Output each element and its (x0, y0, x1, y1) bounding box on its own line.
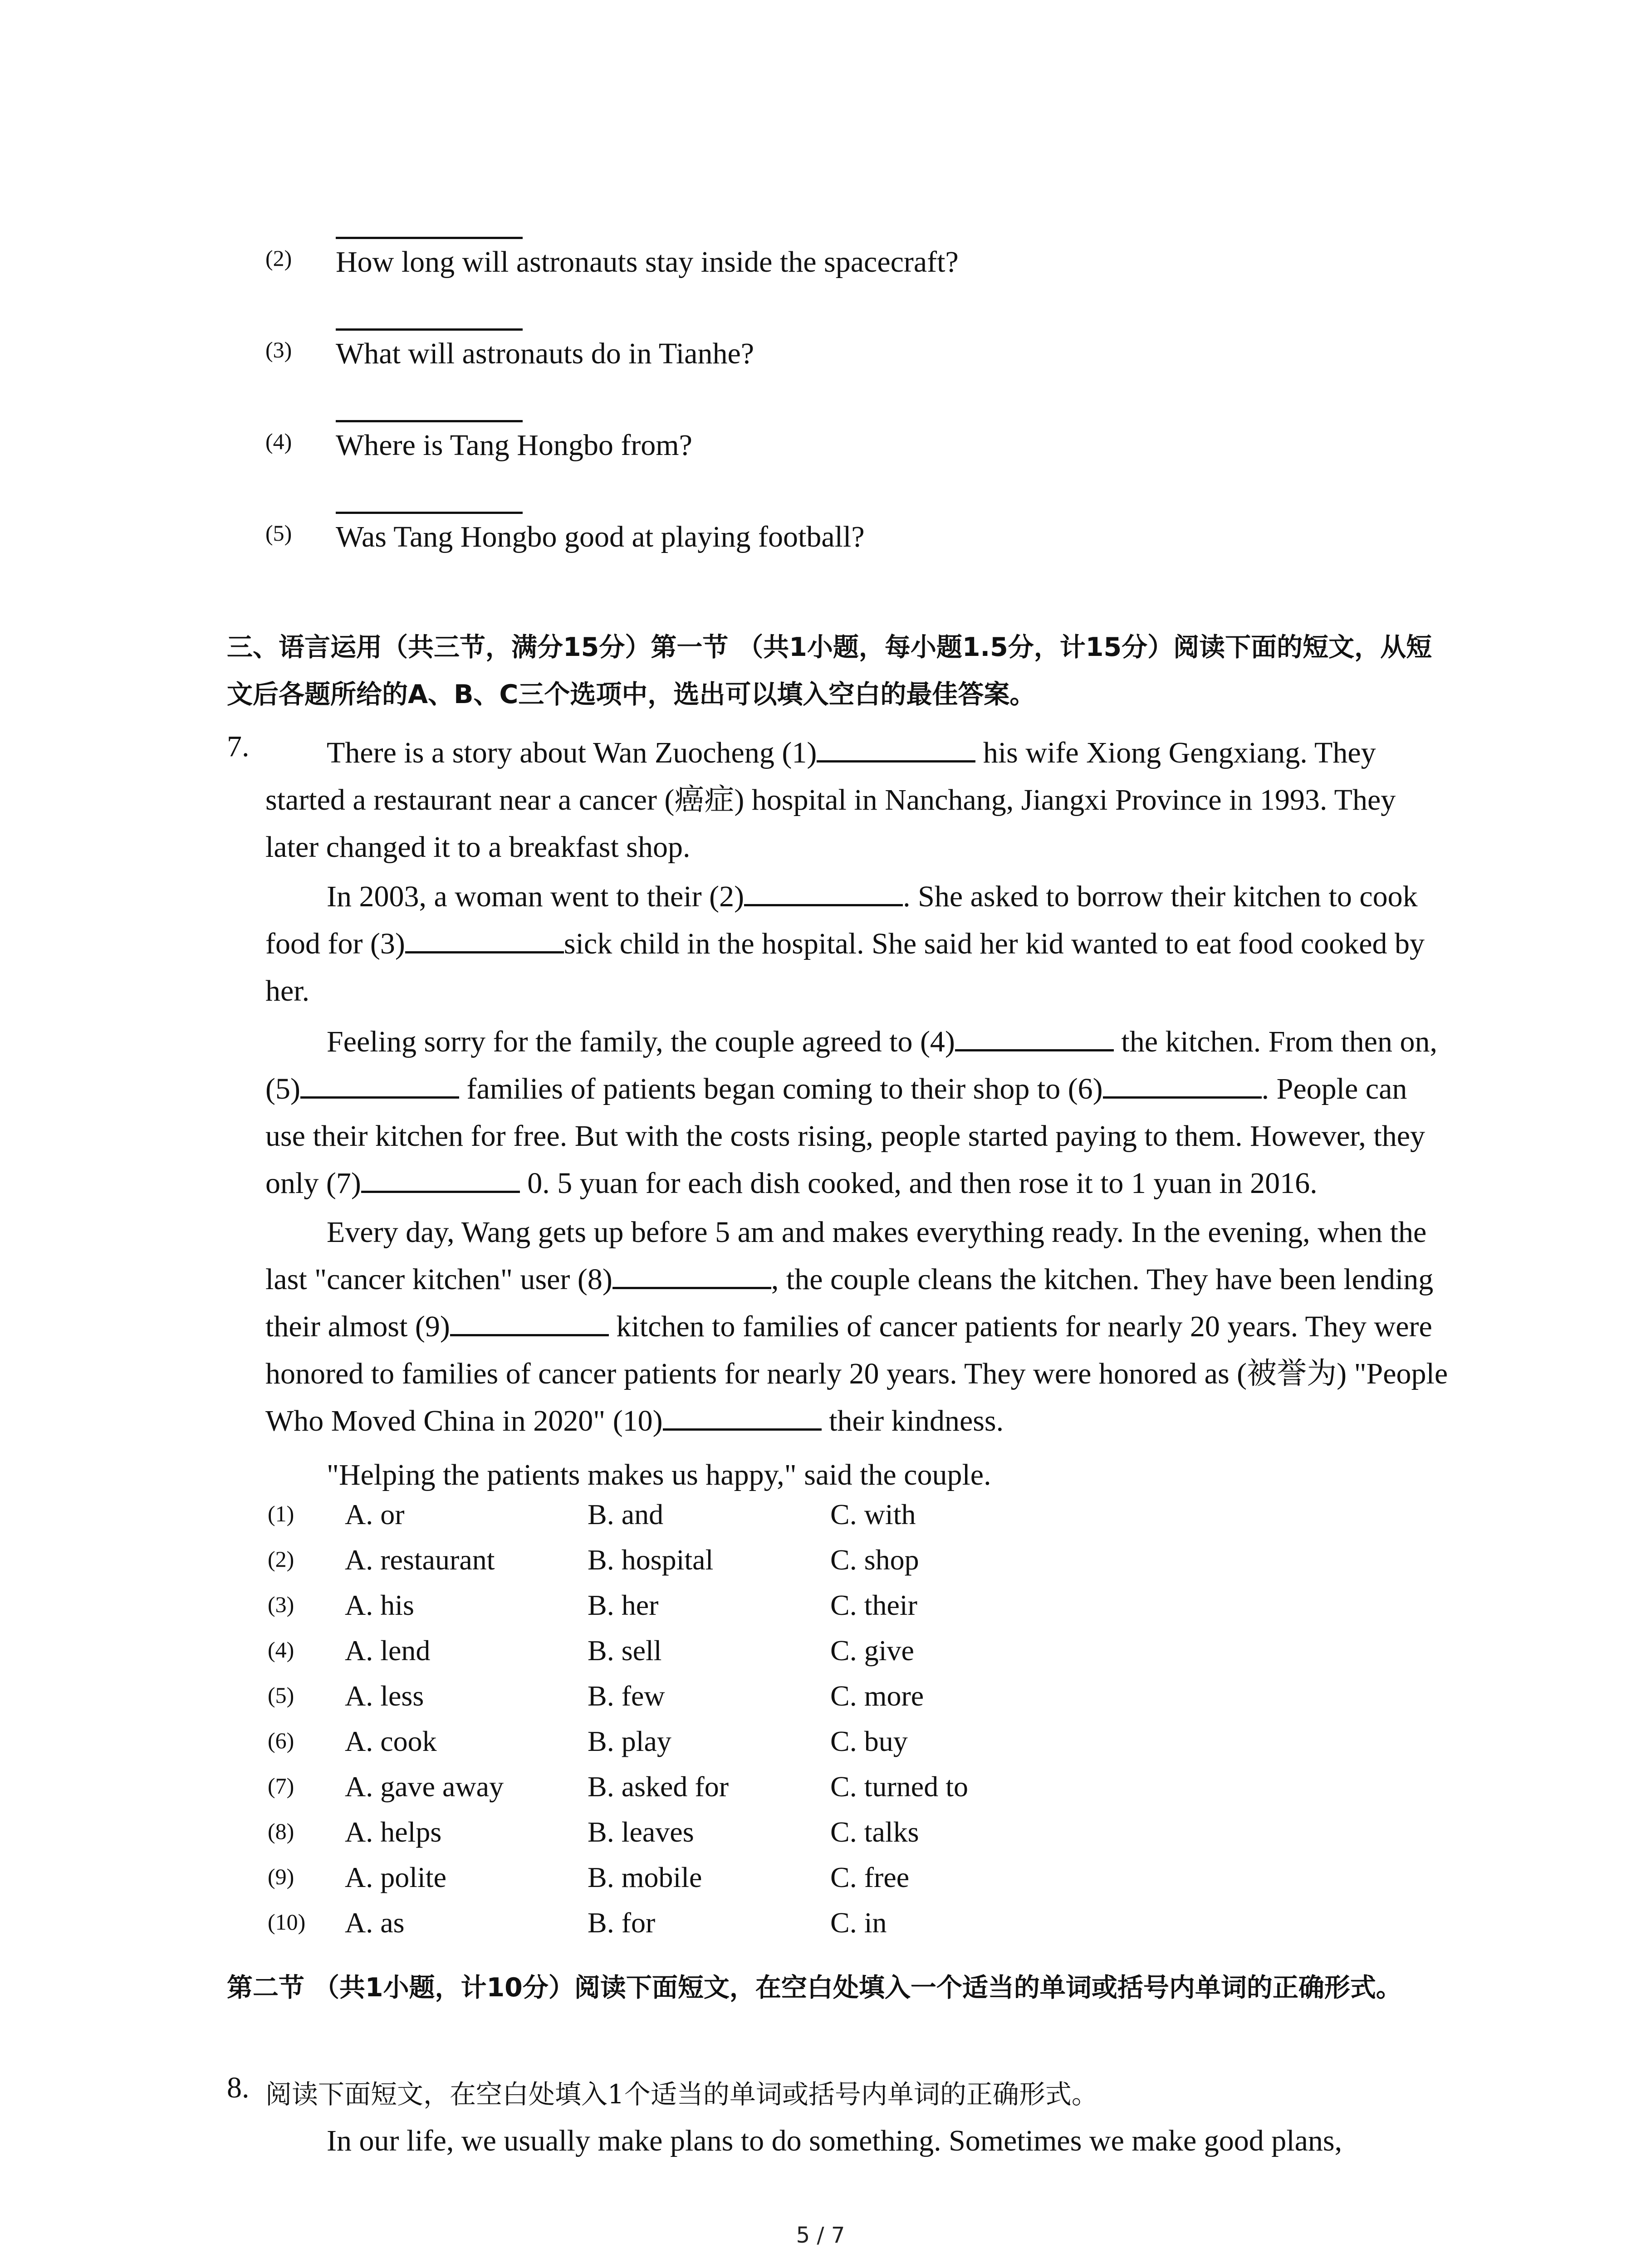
question-text: Where is Tang Hongbo from? (336, 429, 692, 462)
blank-9 (450, 1311, 609, 1336)
question-number: (5) (265, 520, 292, 546)
option-c: C. turned to (830, 1770, 968, 1803)
passage-paragraph: "Helping the patients makes us happy," said the couple. (327, 1458, 991, 1491)
option-a: A. or (345, 1498, 405, 1530)
question-2 (0, 245, 1641, 336)
question-5 (0, 520, 1641, 611)
passage-paragraph: There is a story about Wan Zuocheng (1) his wife Xiong Gengxiang. They started a restaurant near a cancer (癌症) hospital in Nanchang, Jiangxi Province in 1993. They later changed it to a breakfast shop. (265, 736, 1396, 864)
question-number: (4) (265, 429, 292, 454)
blank-10 (663, 1406, 822, 1431)
option-c: C. with (830, 1498, 916, 1530)
option-b: B. mobile (588, 1861, 702, 1893)
blank-1 (817, 738, 975, 763)
option-c: C. in (830, 1906, 887, 1939)
option-b: B. her (588, 1589, 659, 1621)
option-row: (2) A. restaurant B. hospital C. shop (268, 1544, 919, 1576)
option-row: (7) A. gave away B. asked for C. turned to (268, 1770, 968, 1803)
question-4 (0, 428, 1641, 519)
option-a: A. as (345, 1906, 405, 1939)
option-a: A. cook (345, 1725, 437, 1757)
question-text: Was Tang Hongbo good at playing football? (336, 520, 865, 553)
option-b: B. and (588, 1498, 664, 1530)
option-a: A. polite (345, 1861, 446, 1893)
option-c: C. more (830, 1680, 924, 1712)
option-c: C. talks (830, 1816, 919, 1848)
section-heading: 三、语言运用（共三节，满分15分）第一节 （共1小题，每小题1.5分，计15分）阅读下面的短文，从短文后各题所给的A、B、C三个选项中，选出可以填入空白的最佳答案。 (227, 632, 1432, 709)
option-row: (8) A. helps B. leaves C. talks (268, 1816, 919, 1848)
option-a: A. less (345, 1680, 424, 1712)
option-a: A. gave away (345, 1770, 504, 1803)
blank-5 (300, 1074, 459, 1099)
blank-6 (1103, 1074, 1262, 1099)
passage-paragraph: In our life, we usually make plans to do something. Sometimes we make good plans, (327, 2124, 1342, 2157)
option-c: C. their (830, 1589, 917, 1621)
passage-paragraph: In 2003, a woman went to their (2) . She asked to borrow their kitchen to cook food for (3) sick child in the hospital. She said her kid wanted to eat food cooked by her. (265, 880, 1425, 1007)
option-row: (3) A. his B. her C. their (268, 1589, 917, 1621)
question-text: How long will astronauts stay inside the spacecraft? (336, 245, 959, 279)
option-row: (4) A. lend B. sell C. give (268, 1634, 914, 1667)
option-b: B. leaves (588, 1816, 694, 1848)
option-b: B. few (588, 1680, 665, 1712)
option-row: (5) A. less B. few C. more (268, 1680, 924, 1712)
blank-7 (361, 1168, 520, 1193)
option-c: C. buy (830, 1725, 908, 1757)
option-c: C. shop (830, 1544, 919, 1576)
question-text: What will astronauts do in Tianhe? (336, 337, 754, 370)
option-b: B. sell (588, 1634, 662, 1667)
option-a: A. his (345, 1589, 414, 1621)
option-row: (1) A. or B. and C. with (268, 1498, 916, 1530)
blank-3 (405, 929, 564, 953)
option-c: C. free (830, 1861, 910, 1893)
option-row: (6) A. cook B. play C. buy (268, 1725, 908, 1757)
passage-paragraph: Every day, Wang gets up before 5 am and makes everything ready. In the evening, when the last "cancer kitchen" user (8) , the couple cleans the kitchen. They have been lending their almost (9) kitchen to families of cancer patients for nearly 20 years. They were honored to families of cancer patients for nearly 20 years. They were honored as (被誉为) "People Who Moved China in 2020" (10) their kindness. (265, 1216, 1448, 1437)
question-number: (3) (265, 337, 292, 362)
passage-paragraph: Feeling sorry for the family, the couple agreed to (4) the kitchen. From then on, (5) families of patients began coming to their shop to (6) . People can use their kitchen for free. But with the costs rising, people started paying to them. However, they only (7) 0. 5 yuan for each dish cooked, and then rose it to 1 yuan in 2016. (265, 1025, 1437, 1200)
page-number: 5 / 7 (796, 2223, 845, 2248)
option-b: B. play (588, 1725, 671, 1757)
question-number: 8. (227, 2071, 250, 2104)
answer-blank (336, 237, 523, 239)
question-instruction: 阅读下面短文，在空白处填入1个适当的单词或括号内单词的正确形式。 (265, 2079, 1098, 2110)
blank-4 (955, 1026, 1114, 1051)
option-row: (10) A. as B. for C. in (268, 1906, 887, 1939)
option-c: C. give (830, 1634, 914, 1667)
option-a: A. restaurant (345, 1544, 495, 1576)
question-3 (0, 337, 1641, 427)
answer-blank (336, 512, 523, 514)
option-row: (9) A. polite B. mobile C. free (268, 1861, 910, 1893)
blank-2 (744, 881, 903, 906)
option-b: B. hospital (588, 1544, 714, 1576)
section-heading: 第二节 （共1小题，计10分）阅读下面短文，在空白处填入一个适当的单词或括号内单词的正确形式。 (227, 1973, 1402, 2003)
option-b: B. asked for (588, 1770, 729, 1803)
blank-8 (612, 1264, 771, 1289)
answer-blank (336, 420, 523, 422)
option-b: B. for (588, 1906, 656, 1939)
answer-blank (336, 328, 523, 331)
question-number: (2) (265, 245, 292, 271)
question-number: 7. (227, 730, 250, 763)
option-a: A. lend (345, 1634, 431, 1667)
option-a: A. helps (345, 1816, 442, 1848)
